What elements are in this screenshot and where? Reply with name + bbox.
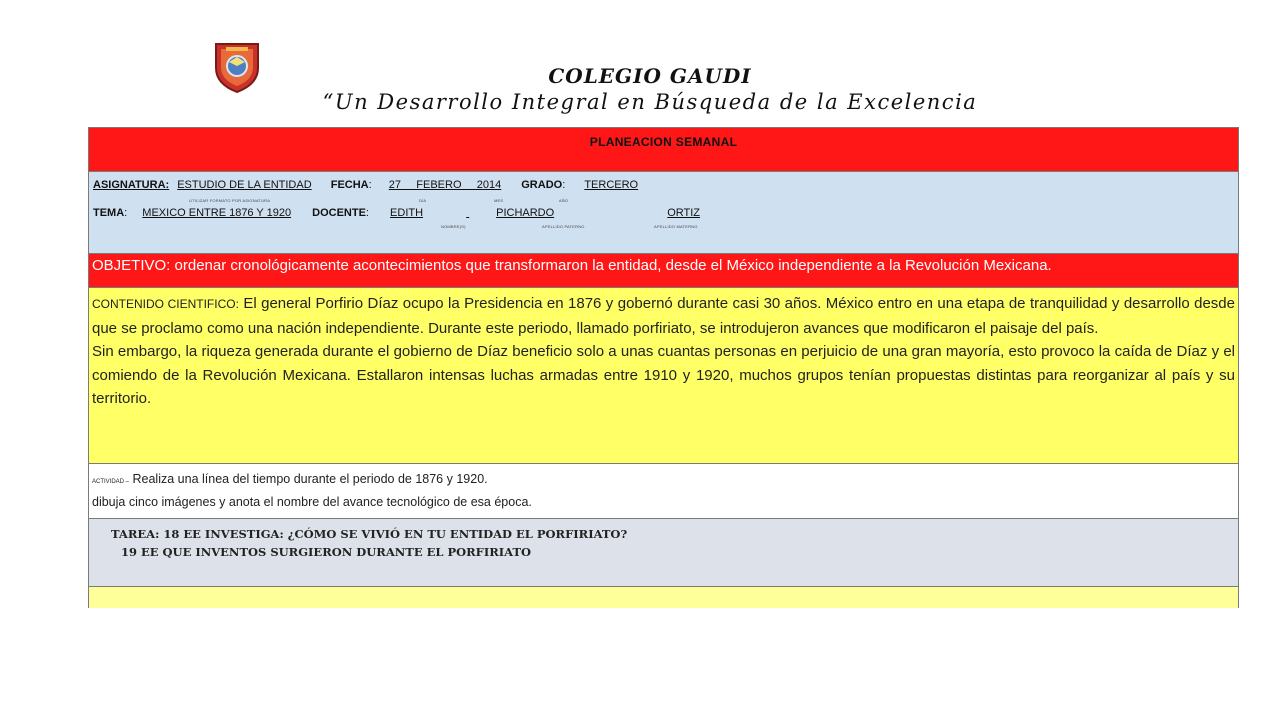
tema-label: TEMA (93, 207, 125, 219)
content-paragraph-2: Sin embargo, la riqueza generada durante el gobierno de Díaz beneficio solo a unas cuantas personas en perjuicio de una gran mayoría, esto provoco la caída de Díaz y el comiendo de la Revolución Mexicana. Estallaron intensas luchas armadas entre 1910 y 1920, muchos grupos tenían propuestas distintas para reorganizar al país y su territorio. (92, 343, 1235, 407)
asignatura-value: ESTUDIO DE LA ENTIDAD (177, 179, 312, 191)
docente-materno: ORTIZ (667, 207, 701, 219)
objective-text: OBJETIVO: ordenar cronológicamente acontecimientos que transformaron la entidad, desde el México independiente a la Revolución Mexicana. (92, 257, 1052, 274)
mes-hint: MES (494, 198, 504, 203)
activity-label: ACTIVIDAD – (92, 479, 130, 485)
docente-paterno: PICHARDO (496, 207, 555, 219)
paterno-hint: APELLIDO PATERNO (542, 224, 585, 229)
fecha-label: FECHA (330, 179, 369, 191)
ano-hint: AÑO (559, 198, 569, 203)
homework-text (111, 525, 1238, 561)
grado-value: TERCERO (584, 179, 639, 191)
title-row (89, 128, 1238, 172)
content-paragraph-1: El general Porfirio Díaz ocupo la Presidencia en 1876 y gobernó durante casi 30 años. México entro en una etapa de tranquilidad y desarrollo desde que se proclamo como una nación independiente. Durante este periodo, llamado porfiriato, se introdujeron avances que modificaron el paisaje del país. (92, 295, 1235, 337)
homework-row (89, 519, 1238, 587)
asignatura-hint: UTILIZAR FORMATO POR ASIGNATURA (189, 198, 271, 203)
asignatura-line: ASIGNATURA: ESTUDIO DE LA ENTIDAD FECHA: 27 FEBERO 2014 GRADO: TERCERO (93, 179, 648, 191)
content-label: CONTENIDO CIENTIFICO: (92, 297, 239, 311)
docente-nombre: EDITH (390, 207, 424, 219)
asignatura-label: ASIGNATURA: (93, 179, 170, 191)
school-name: COLEGIO GAUDI (548, 64, 752, 88)
grado-label: GRADO (521, 179, 563, 191)
scientific-content (92, 292, 1235, 411)
nombre-hint: NOMBRE(S) (441, 224, 466, 229)
tema-line: TEMA: MEXICO ENTRE 1876 Y 1920 DOCENTE: EDITH PICHARDO ORTIZ (93, 207, 702, 219)
school-motto: “Un Desarrollo Integral en Búsqueda de la Excelencia (322, 90, 978, 114)
fecha-value: 27 FEBERO 2014 (388, 179, 502, 191)
tema-value: MEXICO ENTRE 1876 Y 1920 (142, 207, 292, 219)
activity-row (89, 464, 1238, 519)
dia-hint: DÍA (419, 198, 427, 203)
activity-text (92, 469, 1238, 512)
docente-value (372, 207, 702, 219)
objective-row (89, 254, 1238, 288)
activity-line-2: dibuja cinco imágenes y anota el nombre del avance tecnológico de esa época. (92, 495, 532, 509)
planning-title: PLANEACION SEMANAL (589, 135, 738, 149)
activity-line-1: Realiza una línea del tiempo durante el periodo de 1876 y 1920. (132, 472, 488, 486)
planning-sheet (88, 127, 1239, 608)
docente-label: DOCENTE (312, 207, 366, 219)
blank-row (89, 587, 1238, 608)
homework-line-1: TAREA: 18 EE INVESTIGA: ¿CÓMO SE VIVIÓ EN TU ENTIDAD EL PORFIRIATO? (111, 527, 628, 541)
content-row (89, 288, 1238, 464)
homework-line-2: 19 EE QUE INVENTOS SURGIERON DURANTE EL PORFIRIATO (121, 545, 532, 559)
info-row (89, 172, 1238, 254)
materno-hint: APELLIDO MATERNO (654, 224, 698, 229)
